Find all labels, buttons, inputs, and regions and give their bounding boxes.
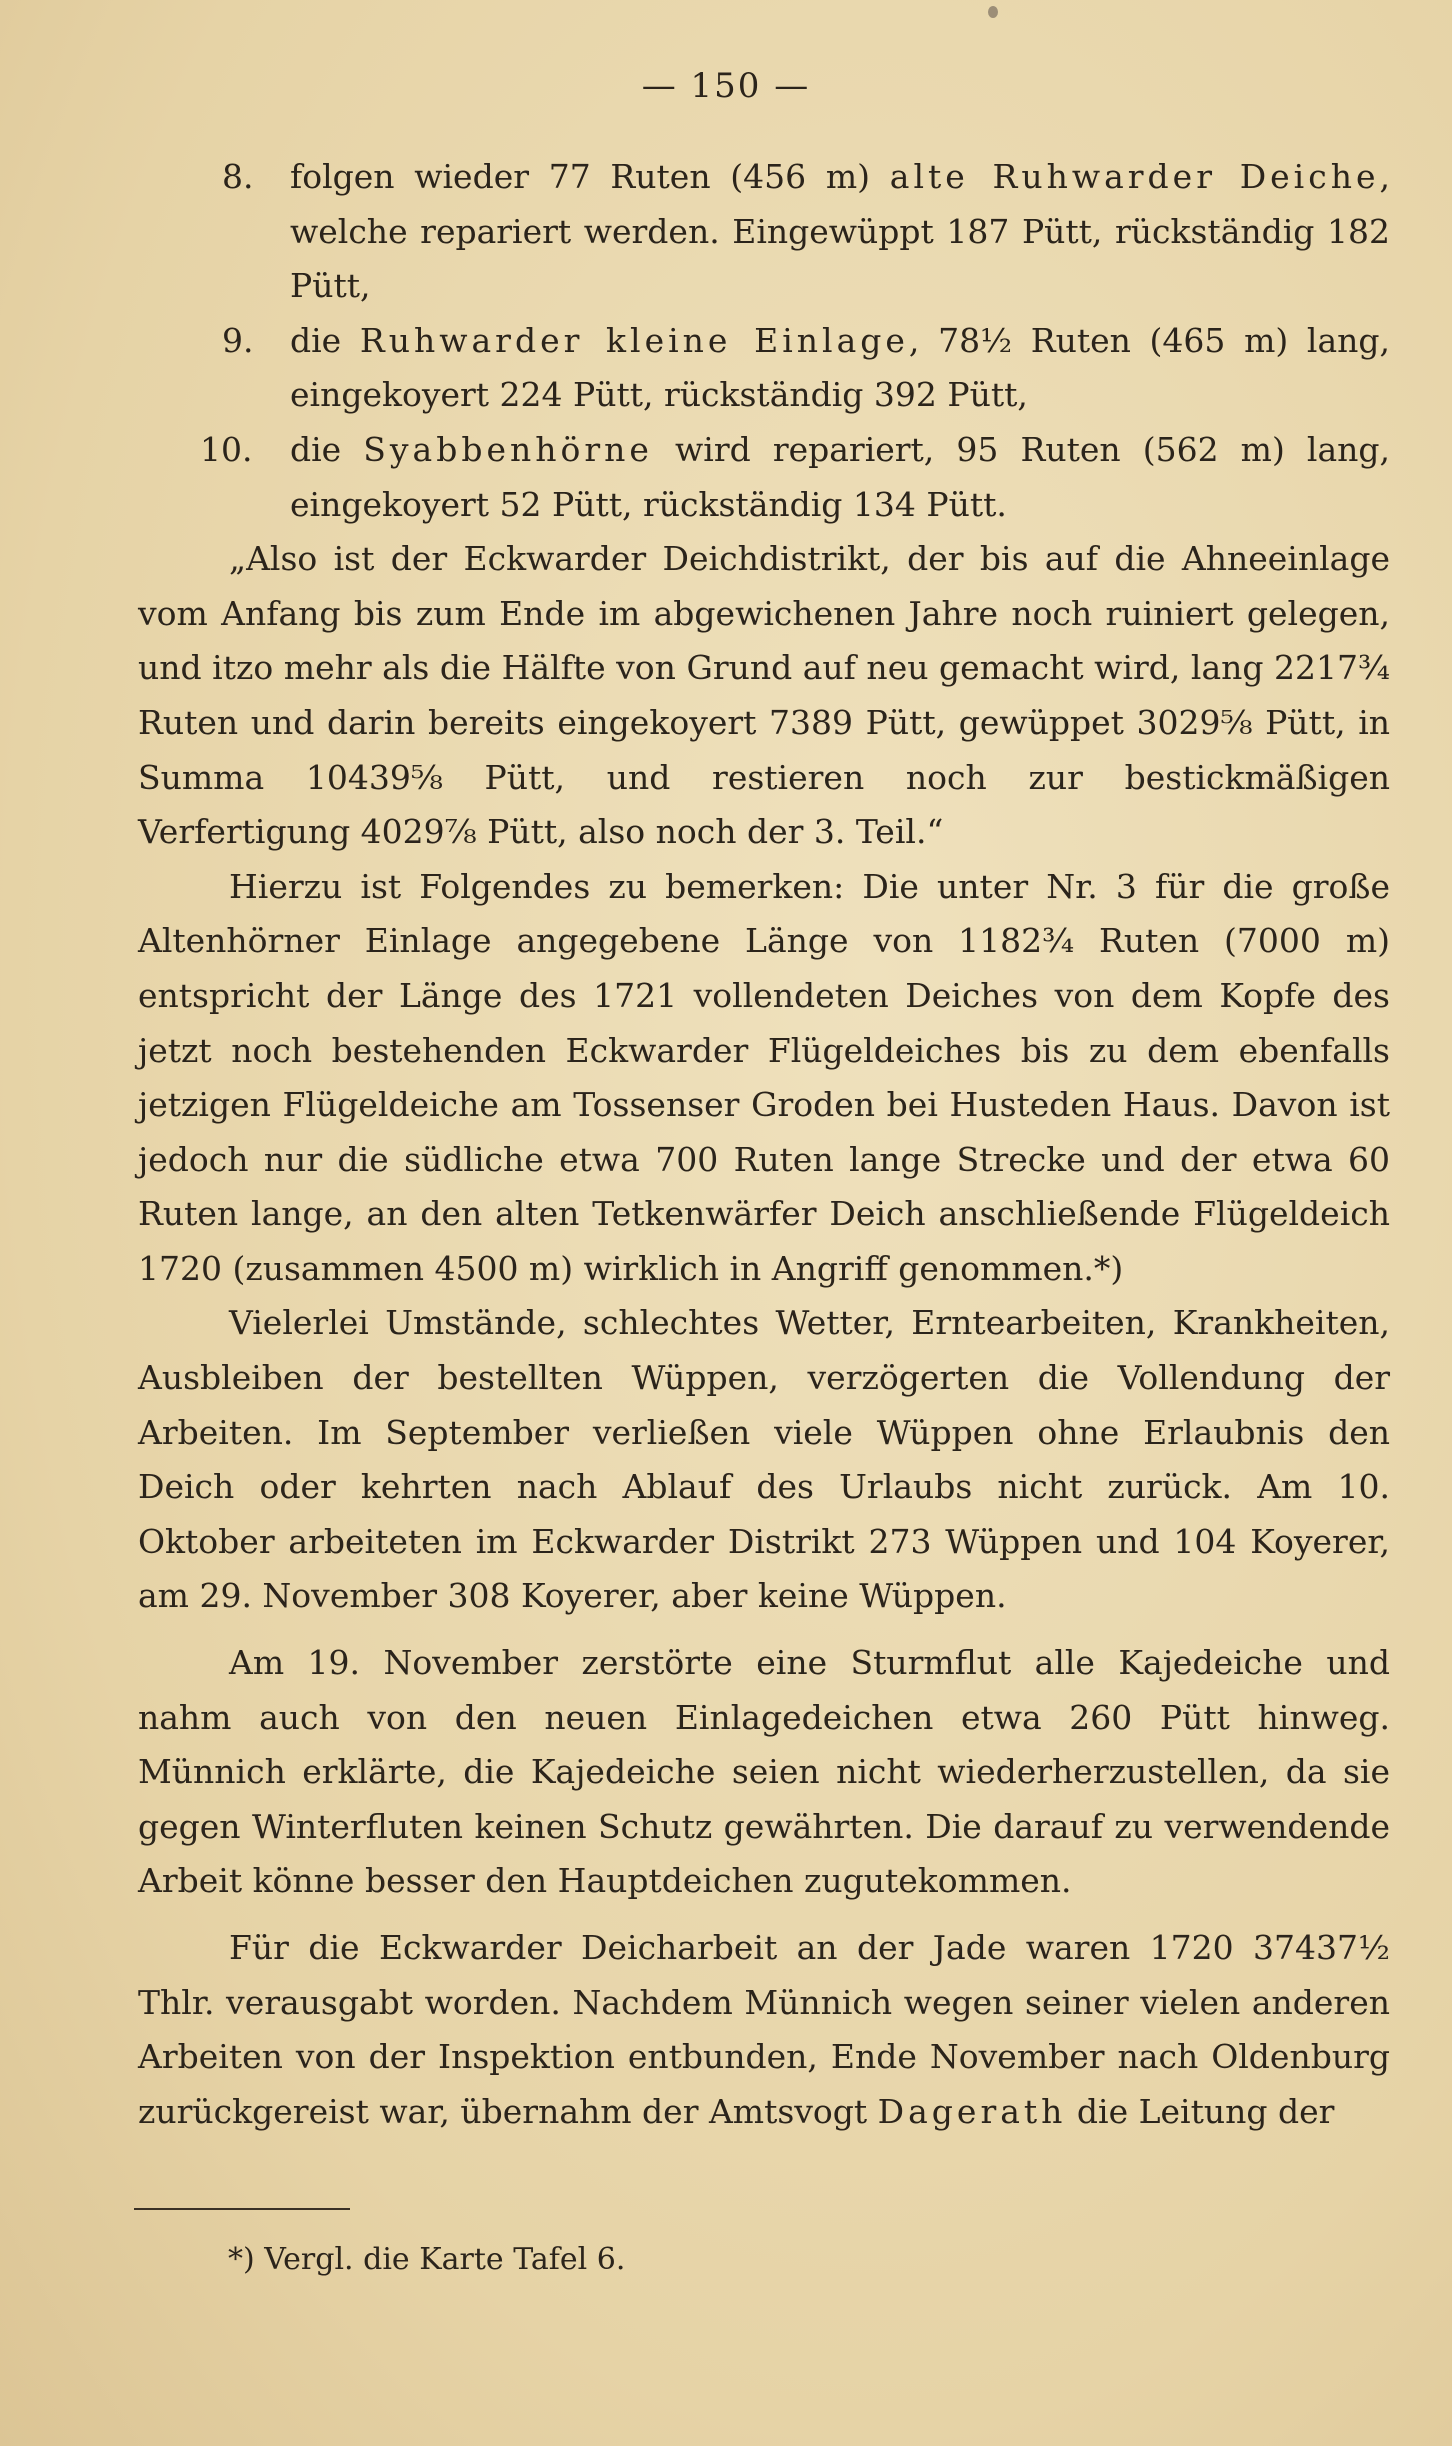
paragraph-storm: Am 19. November zerstörte eine Sturmflut alle Kajedeiche und nahm auch von den neuen Einlagedeichen etwa 260 Pütt hinweg. Münnich erklärte, die Kajedeiche seien nicht wiederherzustellen, da sie gegen Winterfluten keinen Schutz gewährten. Die darauf zu verwendende Arbeit könne besser den Hauptdeichen zugutekommen.	[138, 1643, 1390, 1901]
list-item-lead: die	[290, 320, 360, 360]
paragraph-circumstances: Vielerlei Umstände, schlechtes Wetter, Erntearbeiten, Krankheiten, Ausbleiben der bestellten Wüppen, verzögerten die Vollendung der Arbeiten. Im September verließen viele Wüppen ohne Erlaubnis den Deich oder kehrten nach Ablauf des Urlaubs nicht zurück. Am 10. Oktober arbeiteten im Eckwarder Distrikt 273 Wüppen und 104 Koyerer, am 29. November 308 Koyerer, aber keine Wüppen.	[138, 1303, 1390, 1616]
paragraph-expenses	[138, 1921, 1390, 2139]
list-item-number: 8.	[222, 157, 254, 196]
paragraph-expenses-tail: die Leitung der	[1066, 2091, 1335, 2131]
list-item-lead: folgen wieder 77 Ruten (456 m)	[290, 157, 890, 196]
list-item-8	[138, 150, 1390, 314]
list-item-spaced: Ruhwarder kleine Einlage	[359, 320, 909, 360]
body-text	[138, 150, 1390, 2139]
footnote: *) Vergl. die Karte Tafel 6.	[228, 2242, 626, 2277]
list-item-text: , 78½ Ruten (465 m) lang, eingekoyert 224 Pütt, rückständig 392 Pütt,	[290, 320, 1391, 415]
ink-speck	[988, 6, 998, 18]
list-item-9	[138, 314, 1390, 423]
list-item-lead: die	[290, 429, 364, 469]
footnote-divider	[134, 2208, 350, 2210]
list-item-number: 10.	[200, 429, 253, 469]
paragraph-quote: „Also ist der Eckwarder Deichdistrikt, der bis auf die Ahneeinlage vom Anfang bis zum Ende im abgewichenen Jahre noch ruiniert gelegen, und itzo mehr als die Hälfte von Grund auf neu gemacht wird, lang 2217¾ Ruten und darin bereits eingekoyert 7389 Pütt, gewüppet 3029⅝ Pütt, in Summa 10439⅝ Pütt, und restieren noch zur bestickmäßigen Verfertigung 4029⅞ Pütt, also noch der 3. Teil.“	[138, 539, 1390, 852]
list-item-number: 9.	[222, 320, 254, 360]
page-number: — 150 —	[641, 66, 811, 106]
paragraph-expenses-lead: Für die Eckwarder Deicharbeit an der Jade waren 1720 37437½ Thlr. verausgabt worden. Nachdem Münnich wegen seiner vielen anderen Arbeiten von der Inspektion entbunden, Ende November nach Oldenburg zurückgereist war, übernahm der Amtsvogt	[138, 1928, 1390, 2131]
list-item-10	[138, 423, 1390, 532]
paragraph-remarks: Hierzu ist Folgendes zu bemerken: Die unter Nr. 3 für die große Altenhörner Einlage angegebene Länge von 1182¾ Ruten (7000 m) entspricht der Länge des 1721 vollendeten Deiches von dem Kopfe des jetzt noch bestehenden Eckwarder Flügeldeiches bis zu dem ebenfalls jetzigen Flügeldeiche am Tossenser Groden bei Husteden Haus. Davon ist jedoch nur die südliche etwa 700 Ruten lange Strecke und der etwa 60 Ruten lange, an den alten Tetkenwärfer Deich anschließende Flügeldeich 1720 (zusammen 4500 m) wirklich in Angriff genommen.*)	[138, 866, 1390, 1288]
list-item-spaced: alte Ruhwarder Deiche	[889, 157, 1380, 196]
list-item-text: , welche repariert werden. Eingewüppt 187 Pütt, rückständig 182 Pütt,	[290, 157, 1390, 306]
list-item-text: wird repariert, 95 Ruten (562 m) lang, eingekoyert 52 Pütt, rückständig 134 Pütt.	[290, 429, 1390, 524]
paragraph-expenses-name: Dagerath	[877, 2091, 1067, 2131]
list-item-spaced: Syabbenhörne	[363, 429, 653, 469]
